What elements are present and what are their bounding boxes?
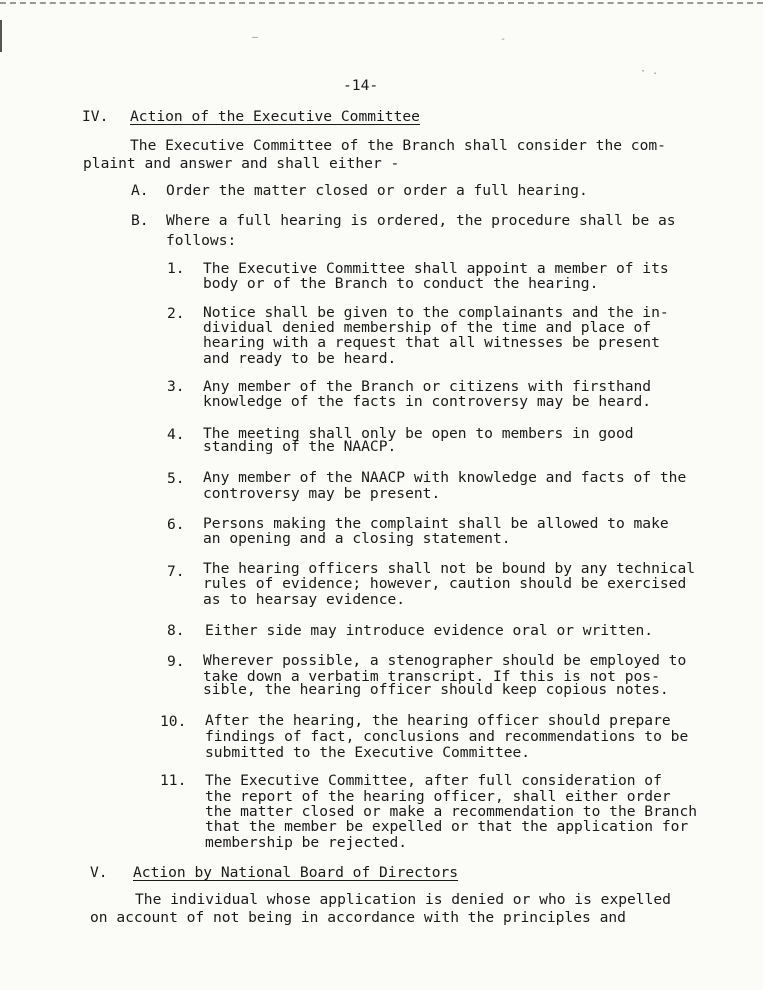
step-line: The meeting shall only be open to members in good bbox=[203, 425, 634, 442]
item-a-marker: A. bbox=[131, 182, 149, 199]
step-line: standing of the NAACP. bbox=[203, 438, 397, 455]
page-top-edge bbox=[0, 2, 763, 4]
section-v-numeral: V. bbox=[90, 864, 108, 881]
step-number: 3. bbox=[167, 378, 185, 395]
step-line: body or of the Branch to conduct the hearing. bbox=[203, 275, 599, 292]
binding-mark bbox=[0, 20, 2, 52]
step-line: Either side may introduce evidence oral or written. bbox=[205, 622, 654, 639]
step-line: take down a verbatim transcript. If this is not pos- bbox=[203, 668, 660, 685]
step-line: submitted to the Executive Committee. bbox=[205, 744, 531, 761]
step-line: membership be rejected. bbox=[205, 834, 408, 851]
step-line: findings of fact, conclusions and recommendations to be bbox=[205, 728, 689, 745]
step-number: 10. bbox=[160, 713, 187, 730]
item-b-line2: follows: bbox=[166, 232, 237, 249]
step-line: an opening and a closing statement. bbox=[203, 530, 511, 547]
step-number: 9. bbox=[167, 653, 185, 670]
scan-speck: — bbox=[252, 32, 259, 43]
step-number: 1. bbox=[167, 260, 185, 277]
step-line: controversy may be present. bbox=[203, 485, 441, 502]
item-b-marker: B. bbox=[131, 212, 149, 229]
step-number: 8. bbox=[167, 622, 185, 639]
step-line: that the member be expelled or that the application for bbox=[205, 818, 689, 835]
item-b-line1: Where a full hearing is ordered, the procedure shall be as bbox=[166, 212, 676, 229]
step-number: 11. bbox=[160, 772, 187, 789]
step-line: The hearing officers shall not be bound by any technical bbox=[203, 560, 696, 577]
section-v-line2: on account of not being in accordance with the principles and bbox=[90, 909, 626, 926]
step-number: 4. bbox=[167, 426, 185, 443]
scan-speck: - bbox=[500, 34, 507, 45]
step-line: Wherever possible, a stenographer should be employed to bbox=[203, 652, 687, 669]
step-line: as to hearsay evidence. bbox=[203, 591, 406, 608]
page-number: -14- bbox=[343, 77, 379, 94]
item-a-text: Order the matter closed or order a full hearing. bbox=[166, 182, 588, 199]
step-line: rules of evidence; however, caution should be exercised bbox=[203, 575, 687, 592]
step-line: Any member of the Branch or citizens with firsthand bbox=[203, 378, 652, 395]
scan-speck: · . bbox=[640, 66, 659, 77]
step-number: 7. bbox=[167, 563, 185, 580]
section-iv-numeral: IV. bbox=[82, 108, 109, 125]
section-v-line1: The individual whose application is denied or who is expelled bbox=[135, 891, 671, 908]
step-line: sible, the hearing officer should keep copious notes. bbox=[203, 681, 669, 698]
step-line: After the hearing, the hearing officer should prepare bbox=[205, 712, 671, 729]
step-line: and ready to be heard. bbox=[203, 350, 397, 367]
step-line: hearing with a request that all witnesses be present bbox=[203, 334, 660, 351]
step-line: knowledge of the facts in controversy may be heard. bbox=[203, 393, 652, 410]
section-iv-intro-line2: plaint and answer and shall either - bbox=[83, 155, 400, 172]
step-line: dividual denied membership of the time and place of bbox=[203, 319, 652, 336]
section-iv-intro-line1: The Executive Committee of the Branch shall consider the com- bbox=[130, 137, 666, 154]
step-line: the matter closed or make a recommendation to the Branch bbox=[205, 803, 698, 820]
step-line: The Executive Committee, after full consideration of bbox=[205, 772, 662, 789]
section-v-heading: Action by National Board of Directors bbox=[133, 864, 459, 881]
step-line: The Executive Committee shall appoint a member of its bbox=[203, 260, 669, 277]
section-iv-heading: Action of the Executive Committee bbox=[130, 108, 420, 125]
step-number: 2. bbox=[167, 305, 185, 322]
step-line: Notice shall be given to the complainants and the in- bbox=[203, 304, 669, 321]
step-number: 5. bbox=[167, 470, 185, 487]
step-line: Any member of the NAACP with knowledge and facts of the bbox=[203, 469, 687, 486]
step-number: 6. bbox=[167, 516, 185, 533]
step-line: Persons making the complaint shall be allowed to make bbox=[203, 515, 669, 532]
step-line: the report of the hearing officer, shall either order bbox=[205, 788, 671, 805]
